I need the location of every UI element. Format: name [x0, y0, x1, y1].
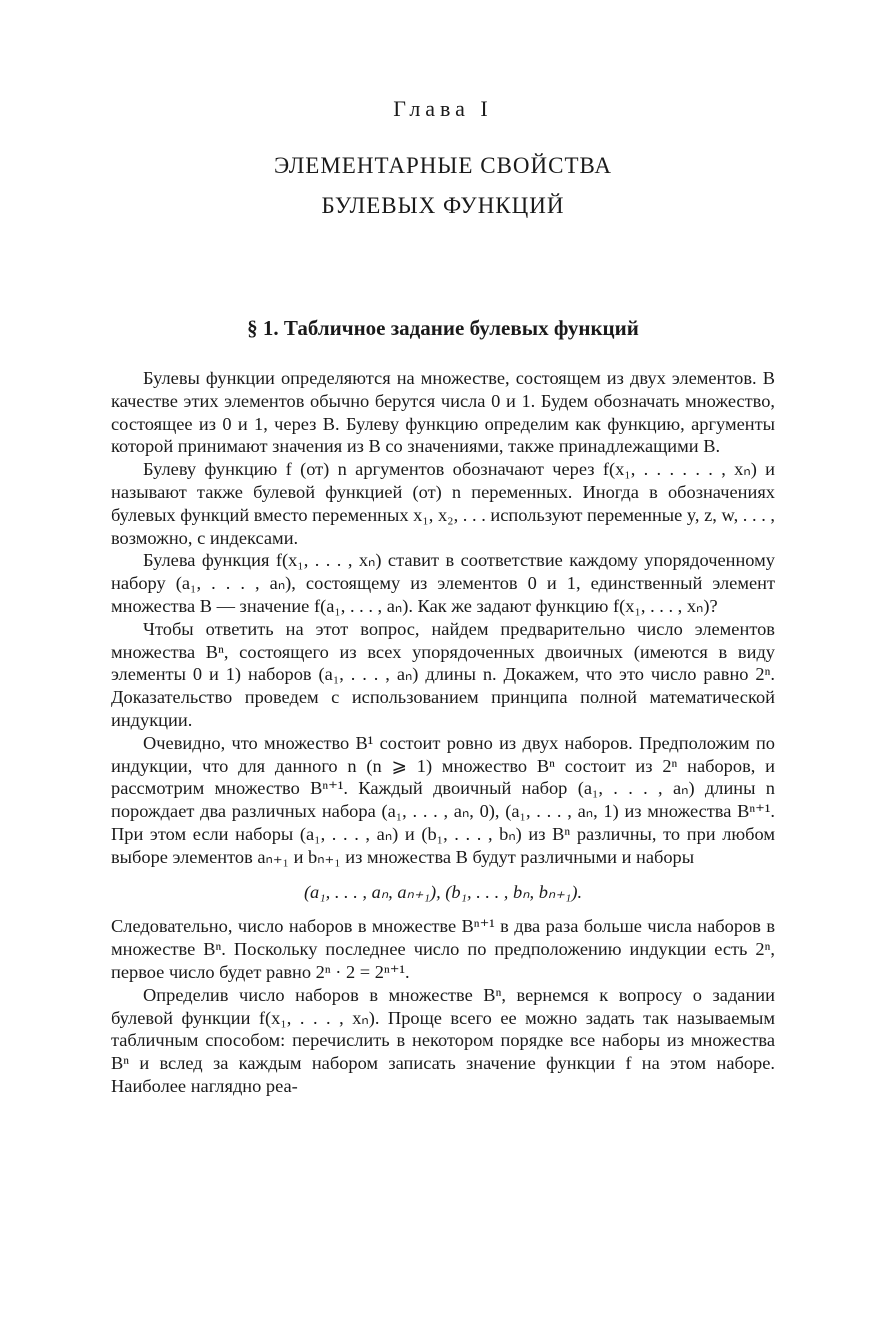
chapter-label: Глава I [393, 96, 493, 121]
display-formula: (a₁, . . . , aₙ, aₙ₊₁), (b₁, . . . , bₙ, bₙ₊₁). [303, 881, 583, 902]
paragraph: Следовательно, число наборов в множестве Bⁿ⁺¹ в два раза больше числа наборов в множестве Bⁿ. Поскольку последнее число по предположению индукции есть 2ⁿ, первое число будет равно 2ⁿ · 2 = 2ⁿ⁺¹. [111, 916, 775, 982]
paragraph: Очевидно, что множество B¹ состоит ровно из двух наборов. Предположим по индукции, что для данного n (n ⩾ 1) множество Bⁿ состоит из 2ⁿ наборов, и рассмотрим множество Bⁿ⁺¹. Каждый двоичный набор (a₁, . . . , aₙ) длины n порождает два различных набора (a₁, . . . , aₙ, 0), (a₁, . . . , aₙ, 1) из множества Bⁿ⁺¹. При этом если наборы (a₁, . . . , aₙ) и (b₁, . . . , bₙ) из Bⁿ различны, то при любом выборе элементов aₙ₊₁ и bₙ₊₁ из множества B будут различными и наборы [111, 732, 775, 867]
paragraph: Булева функция f(x₁, . . . , xₙ) ставит в соответствие каждому упорядоченному набору (a₁, . . . , aₙ), состоящему из элементов 0 и 1, единственный элемент множества B — значение f(a₁, . . . , aₙ). Как же задают функцию f(x₁, . . . , xₙ)? [111, 550, 775, 616]
chapter-title [111, 146, 775, 226]
section-title: § 1. Табличное задание булевых функций [247, 316, 639, 340]
chapter-title-line-2: БУЛЕВЫХ ФУНКЦИЙ [321, 193, 565, 218]
paragraph: Булевы функции определяются на множестве, состоящем из двух элементов. В качестве этих элементов обычно берутся числа 0 и 1. Будем обозначать множество, состоящее из 0 и 1, через B. Булеву функцию определим как функцию, аргументы которой принимают значения из B со значениями, также принадлежащими B. [111, 368, 775, 457]
paragraph: Чтобы ответить на этот вопрос, найдем предварительно число элементов множества Bⁿ, состоящего из всех упорядоченных двоичных (имеются в виду элементы 0 и 1) наборов (a₁, . . . , aₙ) длины n. Докажем, что это число равно 2ⁿ. Доказательство проведем с использованием принципа полной математической индукции. [111, 618, 775, 730]
paragraph: Булеву функцию f (от) n аргументов обозначают через f(x₁, . . . . . . , xₙ) и называют также булевой функцией (от) n переменных. Иногда в обозначениях булевых функций вместо переменных x₁, x₂, . . . используют переменные y, z, w, . . . , возможно, с индексами. [111, 459, 775, 548]
paragraph: Определив число наборов в множестве Bⁿ, вернемся к вопросу о задании булевой функции f(x₁, . . . , xₙ). Проще всего ее можно задать так называемым табличным способом: перечислить в некотором порядке все наборы из множества Bⁿ и вслед за каждым набором записать значение функции f на этом наборе. Наиболее наглядно реа- [111, 984, 775, 1096]
body-text [111, 367, 775, 1098]
chapter-title-line-1: ЭЛЕМЕНТАРНЫЕ СВОЙСТВА [273, 153, 613, 178]
